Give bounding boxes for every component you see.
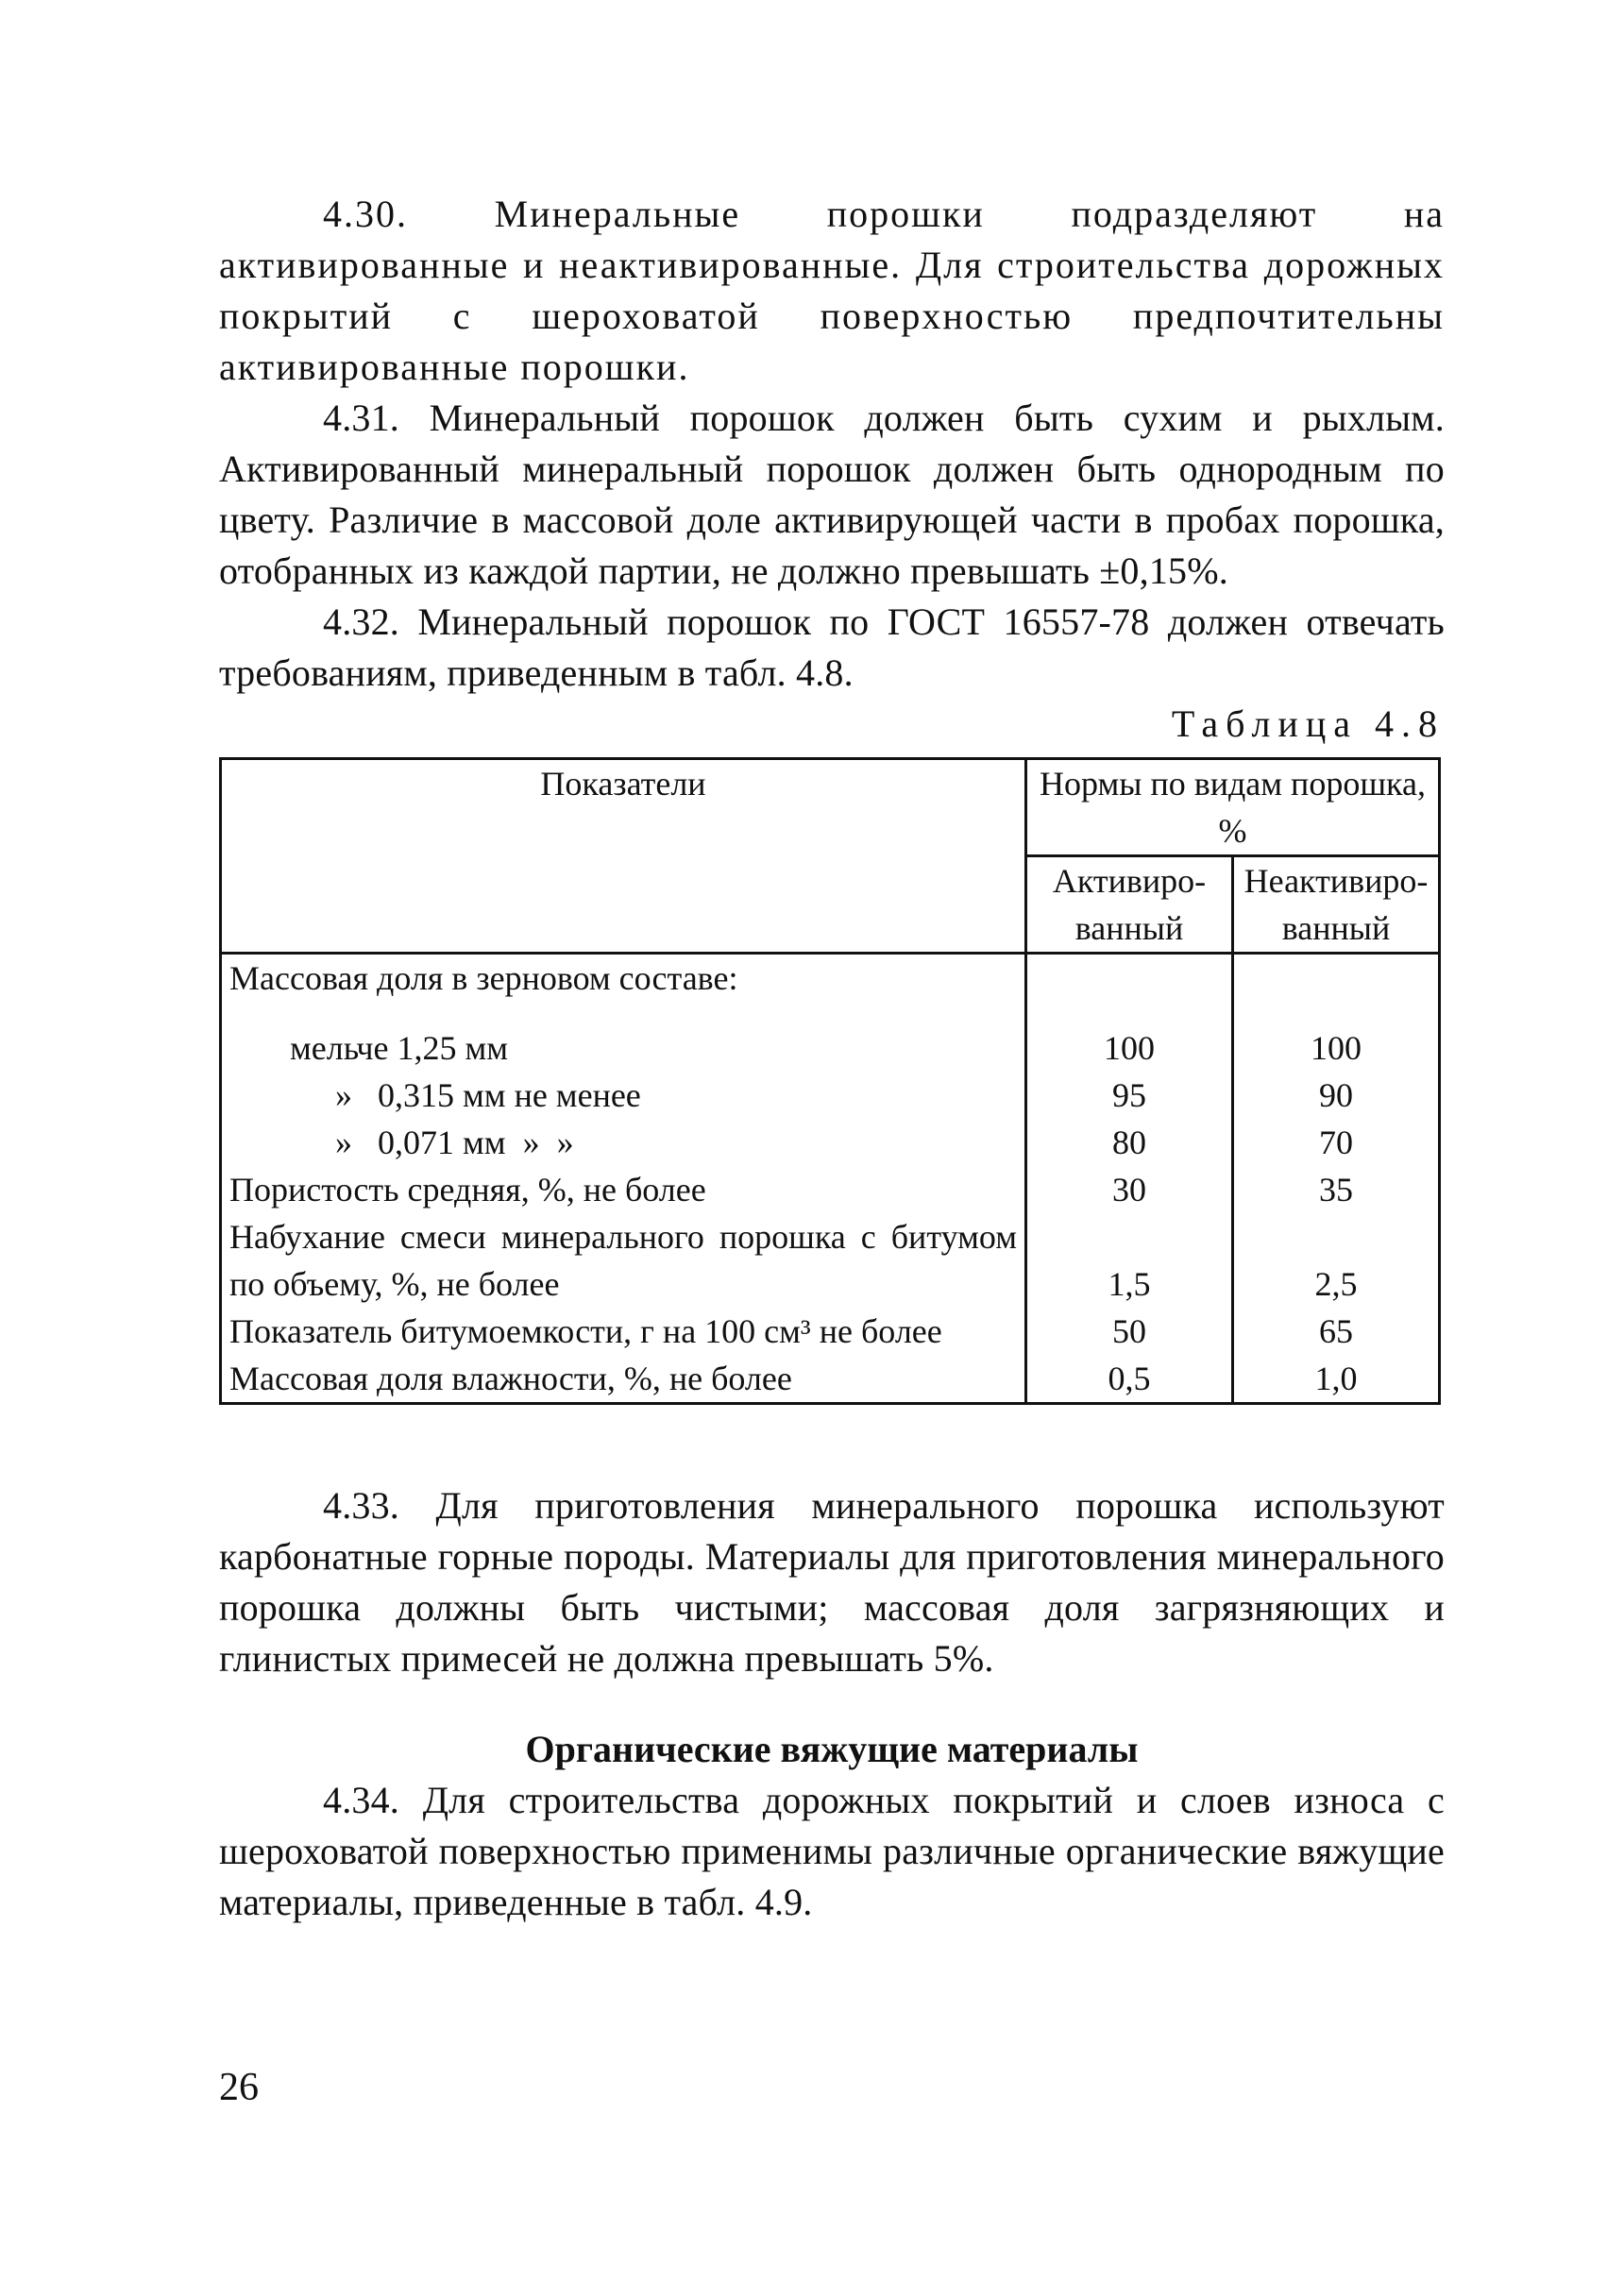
header-nonactivated: Неактивиро-ванный (1233, 856, 1440, 954)
row-label: » 0,315 мм не менее (221, 1072, 1026, 1119)
row-value-activated: 80 (1026, 1119, 1233, 1166)
table-row (221, 1002, 1440, 1072)
paragraph-4-30: 4.30. Минеральные порошки подразделяют на активированные и неактивированные. Для строительства дорожных покрытий с шероховатой поверхностью предпочтительны активированные порошки. (219, 193, 1445, 388)
paragraph-4-33: 4.33. Для приготовления минерального порошка используют карбонатные горные породы. Материалы для приготовления минерального порошка должны быть чистыми; массовая доля загрязняющих и глинистых примесей не должна превышать 5%. (219, 1484, 1445, 1680)
row-value-nonactivated (1233, 954, 1440, 1003)
table-row (221, 1213, 1440, 1308)
row-label: Пористость средняя, %, не более (221, 1166, 1026, 1213)
spacer (219, 1405, 1445, 1480)
header-norms: Нормы по видам порошка, % (1026, 759, 1440, 856)
row-value-nonactivated: 70 (1233, 1119, 1440, 1166)
header-indicators: Показатели (221, 759, 1026, 954)
table-row (221, 1119, 1440, 1166)
row-label: Набухание смеси минерального порошка с битумом по объему, %, не более (221, 1213, 1026, 1308)
norms-table (219, 757, 1441, 1405)
row-value-nonactivated: 2,5 (1233, 1213, 1440, 1308)
paragraph-4-31: 4.31. Минеральный порошок должен быть сухим и рыхлым. Активированный минеральный порошок должен быть однородным по цвету. Различие в массовой доле активирующей части в пробах порошка, отобранных из каждой партии, не должно превышать ±0,15%. (219, 397, 1445, 592)
page-content (219, 189, 1445, 1928)
table-caption: Таблица 4.8 (1171, 702, 1445, 745)
row-value-nonactivated: 90 (1233, 1072, 1440, 1119)
row-value-nonactivated: 100 (1233, 1002, 1440, 1072)
row-value-activated: 100 (1026, 1002, 1233, 1072)
row-label: Массовая доля влажности, %, не более (221, 1355, 1026, 1404)
paragraph-4-32: 4.32. Минеральный порошок по ГОСТ 16557-78 должен отвечать требованиям, приведенным в табл. 4.8. (219, 600, 1445, 694)
row-value-nonactivated: 65 (1233, 1308, 1440, 1355)
table-row (221, 1355, 1440, 1404)
row-value-activated: 30 (1026, 1166, 1233, 1213)
row-label: Показатель битумоемкости, г на 100 см³ не более (221, 1308, 1026, 1355)
row-value-activated: 50 (1026, 1308, 1233, 1355)
row-value-nonactivated: 1,0 (1233, 1355, 1440, 1404)
paragraph-4-34: 4.34. Для строительства дорожных покрытий и слоев износа с шероховатой поверхностью применимы различные органические вяжущие материалы, приведенные в табл. 4.9. (219, 1779, 1445, 1923)
table-row (221, 954, 1440, 1003)
section-heading: Органические вяжущие материалы (525, 1728, 1139, 1770)
table-row (221, 1166, 1440, 1213)
table-row (221, 1072, 1440, 1119)
row-label: Массовая доля в зерновом составе: (221, 954, 1026, 1003)
row-value-activated: 95 (1026, 1072, 1233, 1119)
row-label: мельче 1,25 мм (221, 1002, 1026, 1072)
page-number: 26 (219, 2066, 259, 2109)
header-activated: Активиро-ванный (1026, 856, 1233, 954)
row-label: » 0,071 мм » » (221, 1119, 1026, 1166)
row-value-nonactivated: 35 (1233, 1166, 1440, 1213)
table-row (221, 1308, 1440, 1355)
row-value-activated: 1,5 (1026, 1213, 1233, 1308)
row-value-activated (1026, 954, 1233, 1003)
row-value-activated: 0,5 (1026, 1355, 1233, 1404)
